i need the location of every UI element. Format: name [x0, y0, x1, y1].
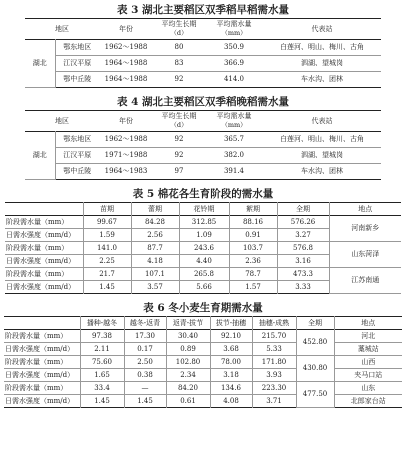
table5-cell: 1.45: [83, 281, 131, 294]
table3-cell: 83: [153, 56, 205, 72]
table6-cell: 1.45: [124, 395, 166, 408]
table4-cell: 92: [153, 148, 205, 164]
table6-cell: 97.38: [80, 330, 124, 343]
table6-site: 夹马口站: [334, 369, 402, 382]
table4-header-water-unit: （mm）: [221, 121, 247, 129]
table6-header-cell: 播种-越冬: [80, 317, 124, 330]
table5-cell: 2.56: [131, 229, 179, 242]
table6-site: 山西: [334, 356, 402, 369]
table5-header-cell: 苗期: [83, 203, 131, 216]
table5-cell: 243.6: [179, 242, 229, 255]
table5-cell: 2.36: [229, 255, 277, 268]
table-row: [4, 330, 402, 343]
table3-header-stations: 代表站: [311, 24, 333, 33]
table6-row-label: 日需水强度（mm/d）: [4, 343, 80, 356]
table6-row-label: 阶段需水量（mm）: [4, 356, 80, 369]
table-row: [4, 369, 402, 382]
table6-cell: 0.17: [124, 343, 166, 356]
table6-cell: 0.89: [166, 343, 210, 356]
table4-cell: 391.4: [223, 167, 245, 175]
table6-cell: 4.08: [210, 395, 252, 408]
table3: [25, 18, 381, 88]
table6: [4, 316, 402, 408]
table6-cell: 3.93: [252, 369, 296, 382]
table5-row-label: 阶段需水量（mm）: [5, 216, 83, 229]
table5-cell: 2.25: [83, 255, 131, 268]
table4-header-water: [205, 111, 263, 132]
table6-cell: 102.80: [166, 356, 210, 369]
table5-cell: 3.27: [277, 229, 329, 242]
table5-cell: 3.16: [277, 255, 329, 268]
table3-cell: 350.9: [205, 40, 263, 56]
table4-cell: 泗湖、望城岗: [263, 148, 381, 164]
table6-total: 430.80: [296, 356, 334, 382]
table5-cell: 1.09: [179, 229, 229, 242]
table5-cell: 103.7: [229, 242, 277, 255]
table-row: [25, 148, 381, 164]
table3-header-period: [153, 19, 205, 40]
table5-cell: 1.59: [83, 229, 131, 242]
table6-site: 藁城站: [334, 343, 402, 356]
table6-cell: 17.30: [124, 330, 166, 343]
table3-cell: 江汉平原: [55, 56, 99, 72]
table4-cell: 1971～1988: [99, 148, 153, 164]
table6-header-cell: 拔节-抽穗: [210, 317, 252, 330]
table3-cell: 1962～1988: [99, 40, 153, 56]
table5-cell: 88.16: [229, 216, 277, 229]
table4-cell: 白莲河、明山、梅川、古角: [263, 132, 381, 148]
table6-cell: 1.45: [80, 395, 124, 408]
table4-header-period-label: 平均生长期: [161, 112, 197, 120]
table-row: [25, 72, 381, 88]
table6-cell: 215.70: [252, 330, 296, 343]
table3-header-water-label: 平均需水量: [216, 20, 252, 28]
table-row: [4, 382, 402, 395]
document-page: [0, 2, 406, 462]
table3-header-water-unit: （mm）: [221, 29, 247, 37]
table3-header-period-label: 平均生长期: [161, 20, 197, 28]
table4-cell: 鄂东地区: [55, 132, 99, 148]
table6-cell: 3.18: [210, 369, 252, 382]
table6-site: 山东: [334, 382, 402, 395]
table5-cell: 473.3: [277, 268, 329, 281]
table6-header-cell: 全期: [296, 317, 334, 330]
table5-header-cell: 地点: [329, 203, 401, 216]
table4-header-period: [153, 111, 205, 132]
table6-cell: 78.00: [210, 356, 252, 369]
table-row: [5, 216, 401, 229]
table6-cell: 2.11: [80, 343, 124, 356]
table6-row-label: 阶段需水量（mm）: [4, 382, 80, 395]
table6-header-cell: [4, 317, 80, 330]
table3-cell: 白莲河、明山、梅川、古角: [263, 40, 381, 56]
table5-site: 江苏南通: [329, 268, 401, 294]
table5-row-label: 日需水强度（mm/d）: [5, 229, 83, 242]
table3-cell: 80: [153, 40, 205, 56]
table6-cell: 0.38: [124, 369, 166, 382]
table6-header-cell: 抽穗-成熟: [252, 317, 296, 330]
table6-cell: 2.34: [166, 369, 210, 382]
table6-header-row: [4, 317, 402, 330]
table-row: [5, 268, 401, 281]
table5-header-cell: 蕾期: [131, 203, 179, 216]
table6-cell: 223.30: [252, 382, 296, 395]
table6-header-cell: 返青-拔节: [166, 317, 210, 330]
table4-cell: 江汉平原: [55, 148, 99, 164]
table6-cell: 1.65: [80, 369, 124, 382]
table3-cell: 414.0: [223, 75, 245, 83]
table6-cell: 3.71: [252, 395, 296, 408]
table6-header-cell: 越冬-返青: [124, 317, 166, 330]
table4-caption: 表 4 湖北主要稻区双季稻晚稻需水量: [116, 96, 290, 108]
table5-row-label: 日需水强度（mm/d）: [6, 282, 76, 291]
table5-row-label: 日需水强度（mm/d）: [5, 255, 83, 268]
table5-cell: 78.7: [229, 268, 277, 281]
table5-header-cell: 全期: [277, 203, 329, 216]
table5-row-label: 阶段需水量（mm）: [5, 268, 83, 281]
table5-cell: 312.85: [179, 216, 229, 229]
table5-cell: 21.7: [83, 268, 131, 281]
table6-site: 河北: [334, 330, 402, 343]
table6-cell: 92.10: [210, 330, 252, 343]
table5-cell: 99.67: [83, 216, 131, 229]
table6-header-cell: 地点: [334, 317, 402, 330]
table6-row-label: 阶段需水量（mm）: [4, 330, 80, 343]
table4-header-period-unit: （d）: [170, 121, 188, 129]
table5-header-row: [5, 203, 401, 216]
table3-cell: 1964～1988: [99, 56, 153, 72]
table4-cell: 鄂中丘陵: [63, 167, 92, 175]
table5-site: 河南新乡: [329, 216, 401, 242]
table6-cell: 0.61: [166, 395, 210, 408]
table5-cell: 4.40: [179, 255, 229, 268]
table6-cell: 134.6: [210, 382, 252, 395]
table5-cell: 576.8: [277, 242, 329, 255]
table3-cell: 1964～1988: [104, 75, 148, 83]
table4-cell: 97: [174, 167, 184, 175]
table3-province: 湖北: [25, 40, 55, 88]
table-row: [25, 40, 381, 56]
table5-cell: 141.0: [83, 242, 131, 255]
table3-cell: 366.9: [205, 56, 263, 72]
table5-cell: 3.57: [131, 281, 179, 294]
table3-cell: 鄂中丘陵: [63, 75, 92, 83]
table5-cell: 576.26: [277, 216, 329, 229]
table5-cell: 87.7: [131, 242, 179, 255]
table6-total: 452.80: [296, 330, 334, 356]
table5-header-cell: 花铃期: [179, 203, 229, 216]
table3-caption: 表 3 湖北主要稻区双季稻早稻需水量: [116, 4, 290, 16]
table-row: [5, 242, 401, 255]
table-row: [25, 56, 381, 72]
table4-province: 湖北: [25, 132, 55, 180]
table3-cell: 鄂东地区: [55, 40, 99, 56]
table3-header-row: [25, 19, 381, 40]
table6-cell: 30.40: [166, 330, 210, 343]
table6-cell: 171.80: [252, 356, 296, 369]
table5-cell: 4.18: [131, 255, 179, 268]
table3-cell: 泗湖、望城岗: [263, 56, 381, 72]
table5-cell: 265.8: [179, 268, 229, 281]
table6-cell: 75.60: [80, 356, 124, 369]
table6-site: 北郎家台站: [334, 395, 402, 408]
table6-cell: 33.4: [80, 382, 124, 395]
table3-header-period-unit: （d）: [170, 29, 188, 37]
table3-header-region: 地区: [55, 24, 69, 33]
table4-cell: 365.7: [205, 132, 263, 148]
table6-cell: 84.20: [166, 382, 210, 395]
table4-cell: 车水沟、团林: [301, 167, 343, 175]
table5-site: 山东菏泽: [329, 242, 401, 268]
table4-cell: 92: [153, 132, 205, 148]
table6-caption: 表 6 冬小麦生育期需水量: [143, 302, 263, 314]
table5-cell: 3.33: [277, 281, 329, 294]
table5-cell: 84.28: [131, 216, 179, 229]
table4-header-region: 地区: [55, 116, 69, 125]
table5-caption: 表 5 棉花各生育阶段的需水量: [132, 188, 274, 200]
table4-cell: 1962～1988: [99, 132, 153, 148]
table-row: [25, 132, 381, 148]
table3-header-years: 年份: [119, 24, 133, 33]
table-row: [4, 356, 402, 369]
table-row: [25, 164, 381, 180]
table4: [25, 110, 381, 180]
table5-cell: 0.91: [229, 229, 277, 242]
table-row: [4, 395, 402, 408]
table5-cell: 1.57: [229, 281, 277, 294]
table6-cell: 5.33: [252, 343, 296, 356]
table5-cell: 5.66: [179, 281, 229, 294]
table4-header-years: 年份: [119, 116, 133, 125]
table5-cell: 107.1: [131, 268, 179, 281]
table4-header-row: [25, 111, 381, 132]
table4-cell: 1964～1983: [104, 167, 148, 175]
table5-header-cell: 絮期: [229, 203, 277, 216]
table5-row-label: 阶段需水量（mm）: [5, 242, 83, 255]
table6-cell: —: [124, 382, 166, 395]
table4-cell: 382.0: [205, 148, 263, 164]
table5-header-cell: [5, 203, 83, 216]
table6-cell: 3.68: [210, 343, 252, 356]
table4-header-stations: 代表站: [311, 116, 333, 125]
table4-header-water-label: 平均需水量: [216, 112, 252, 120]
table3-cell: 车水沟、团林: [301, 75, 343, 83]
table6-cell: 2.50: [124, 356, 166, 369]
table6-row-label: 日需水强度（mm/d）: [4, 369, 80, 382]
table6-row-label: 日需水强度（mm/d）: [5, 396, 75, 405]
table5: [5, 202, 401, 294]
table6-total: 477.50: [296, 382, 334, 408]
table3-header-water: [205, 19, 263, 40]
table-row: [4, 343, 402, 356]
table3-cell: 92: [174, 75, 184, 83]
